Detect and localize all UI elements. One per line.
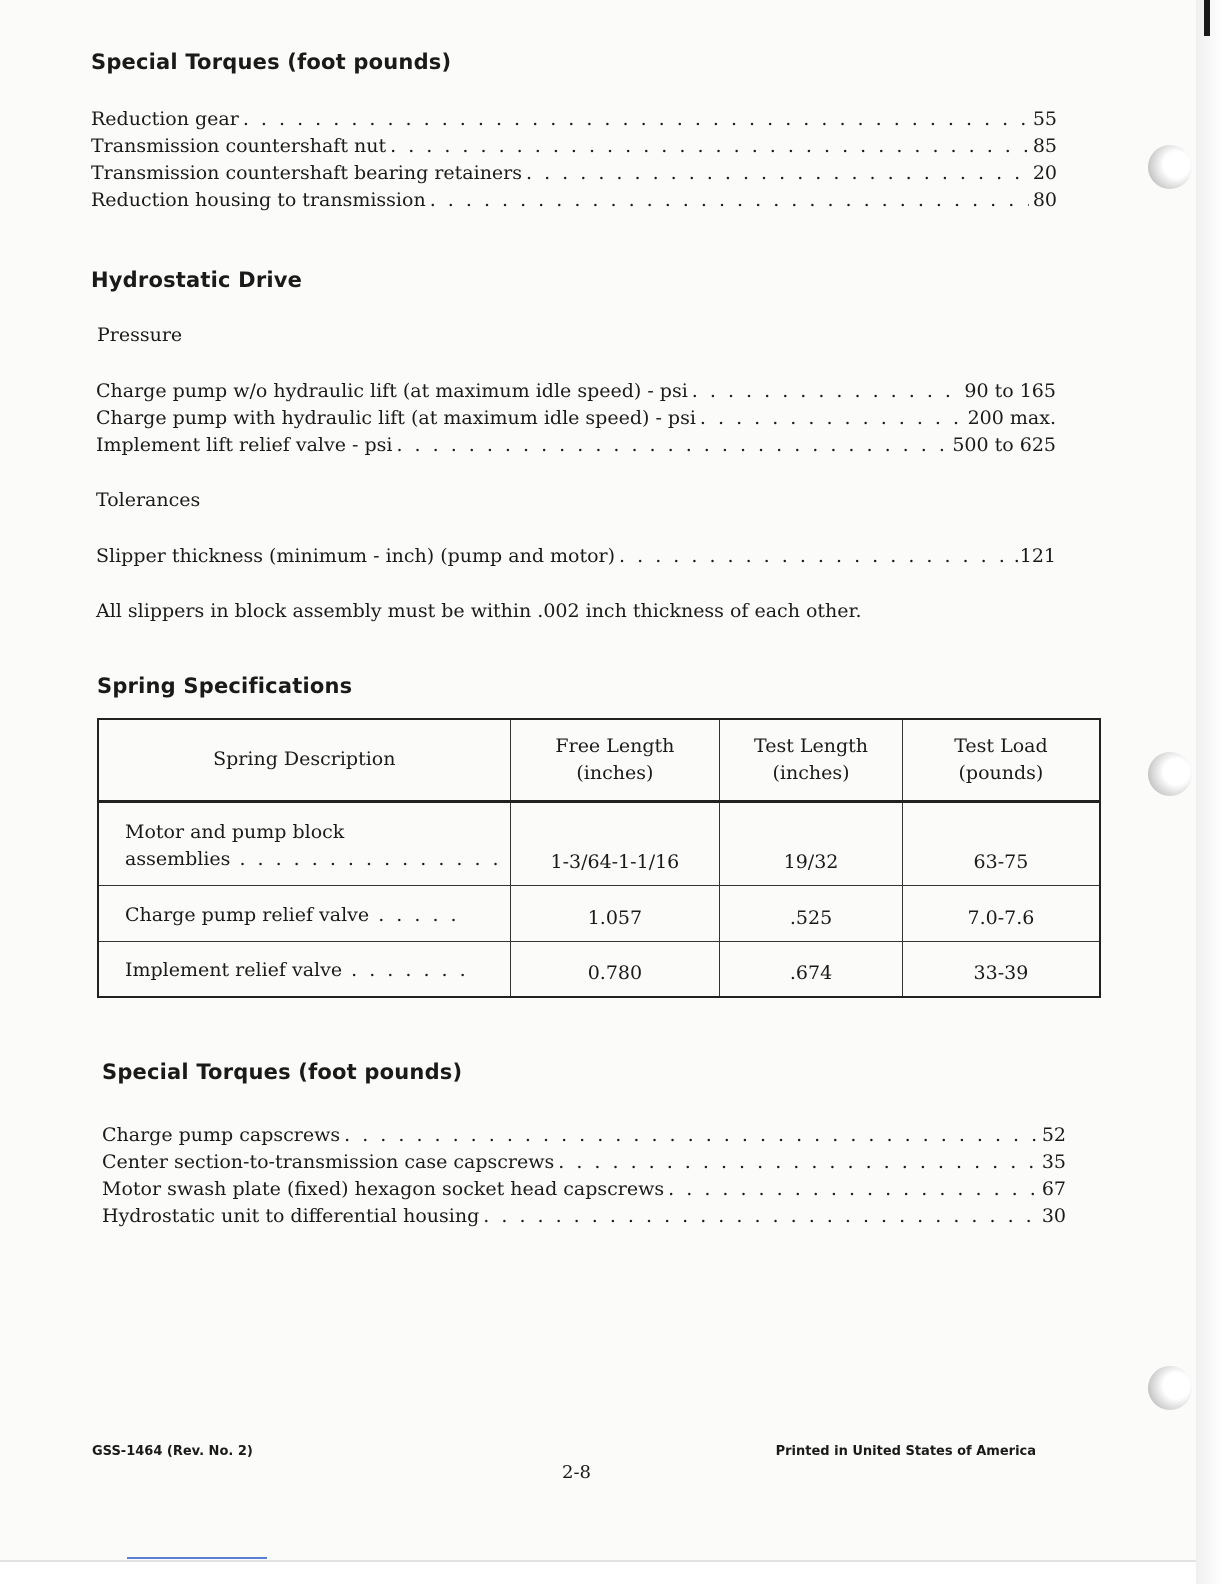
leader-dots — [692, 380, 961, 402]
cell-description: Motor and pump block assemblies . . . . . . . . . . . . . . . — [98, 801, 510, 886]
special-torques-list-1 — [91, 108, 1057, 216]
special-torques-heading-2: Special Torques (foot pounds) — [102, 1060, 463, 1084]
list-item — [91, 135, 1057, 162]
list-item — [96, 545, 1056, 572]
item-label: Slipper thickness (minimum - inch) (pump and motor) — [96, 545, 616, 567]
item-value: 52 — [1041, 1124, 1066, 1146]
pressure-subheading: Pressure — [97, 324, 183, 346]
leader-dots — [390, 135, 1029, 157]
spring-specifications-table — [97, 718, 1101, 998]
item-value: 30 — [1041, 1205, 1066, 1227]
binder-hole-icon — [1148, 1366, 1192, 1410]
leader-dots — [243, 108, 1029, 130]
leader-dots — [483, 1205, 1038, 1227]
item-label: Reduction gear — [91, 108, 239, 130]
item-value: 90 to 165 — [964, 380, 1056, 402]
item-value: 80 — [1032, 189, 1057, 211]
underline-mark — [127, 1557, 267, 1559]
item-value: 20 — [1032, 162, 1057, 184]
cell-test-load: 7.0-7.6 — [902, 886, 1100, 942]
item-value: 500 to 625 — [952, 434, 1056, 456]
tolerances-subheading: Tolerances — [96, 489, 201, 511]
cell-free-length: 1.057 — [510, 886, 720, 942]
leader-dots — [396, 434, 948, 456]
table-row — [98, 801, 1100, 886]
cell-test-length: 19/32 — [720, 801, 903, 886]
item-value: 85 — [1032, 135, 1057, 157]
cell-test-load: 63-75 — [902, 801, 1100, 886]
tolerances-list — [96, 545, 1056, 572]
item-value: 55 — [1032, 108, 1057, 130]
cell-test-length: .674 — [720, 941, 903, 997]
list-item — [91, 162, 1057, 189]
list-item — [102, 1205, 1066, 1232]
cell-free-length: 0.780 — [510, 941, 720, 997]
list-item — [96, 380, 1056, 407]
item-label: Hydrostatic unit to differential housing — [102, 1205, 480, 1227]
hydrostatic-drive-heading: Hydrostatic Drive — [91, 268, 303, 292]
column-header-free-length: Free Length (inches) — [510, 719, 720, 801]
item-label: Reduction housing to transmission — [91, 189, 426, 211]
leader-dots — [668, 1178, 1038, 1200]
table-row — [98, 886, 1100, 942]
leader-dots — [700, 407, 964, 429]
table-header-row — [98, 719, 1100, 801]
cell-description: Charge pump relief valve . . . . . — [98, 886, 510, 942]
column-header-description: Spring Description — [98, 719, 510, 801]
pressure-list — [96, 380, 1056, 461]
binder-hole-icon — [1148, 752, 1192, 796]
item-value: .121 — [1013, 545, 1056, 567]
item-value: 35 — [1041, 1151, 1066, 1173]
leader-dots — [526, 162, 1029, 184]
item-label: Motor swash plate (fixed) hexagon socket head capscrews — [102, 1178, 665, 1200]
document-number: GSS-1464 (Rev. No. 2) — [92, 1444, 253, 1459]
cell-description: Implement relief valve . . . . . . . — [98, 941, 510, 997]
leader-dots — [558, 1151, 1038, 1173]
spring-specifications-heading: Spring Specifications — [97, 674, 353, 698]
cell-free-length: 1-3/64-1-1/16 — [510, 801, 720, 886]
item-label: Center section-to-transmission case capscrews — [102, 1151, 555, 1173]
page-number: 2-8 — [562, 1462, 591, 1483]
item-label: Charge pump w/o hydraulic lift (at maximum idle speed) - psi — [96, 380, 688, 402]
leader-dots — [619, 545, 1010, 567]
leader-dots — [430, 189, 1029, 211]
list-item — [102, 1124, 1066, 1151]
item-label: Transmission countershaft bearing retainers — [91, 162, 523, 184]
list-item — [91, 189, 1057, 216]
page-edge — [1196, 0, 1224, 1584]
item-label: Transmission countershaft nut — [91, 135, 387, 157]
item-label: Implement lift relief valve - psi — [96, 434, 393, 456]
list-item — [102, 1178, 1066, 1205]
list-item — [96, 407, 1056, 434]
leader-dots — [344, 1124, 1038, 1146]
list-item — [96, 434, 1056, 461]
table-row — [98, 941, 1100, 997]
special-torques-heading-1: Special Torques (foot pounds) — [91, 50, 452, 74]
column-header-test-length: Test Length (inches) — [720, 719, 903, 801]
item-value: 200 max. — [967, 407, 1056, 429]
column-header-test-load: Test Load (pounds) — [902, 719, 1100, 801]
item-label: Charge pump capscrews — [102, 1124, 341, 1146]
printed-notice: Printed in United States of America — [775, 1444, 1036, 1459]
cell-test-length: .525 — [720, 886, 903, 942]
special-torques-list-2 — [102, 1124, 1066, 1232]
cell-test-load: 33-39 — [902, 941, 1100, 997]
edge-mark — [1204, 0, 1210, 36]
slipper-note: All slippers in block assembly must be within .002 inch thickness of each other. — [96, 600, 862, 622]
item-label: Charge pump with hydraulic lift (at maximum idle speed) - psi — [96, 407, 696, 429]
list-item — [102, 1151, 1066, 1178]
binder-hole-icon — [1148, 145, 1192, 189]
item-value: 67 — [1041, 1178, 1066, 1200]
list-item — [91, 108, 1057, 135]
